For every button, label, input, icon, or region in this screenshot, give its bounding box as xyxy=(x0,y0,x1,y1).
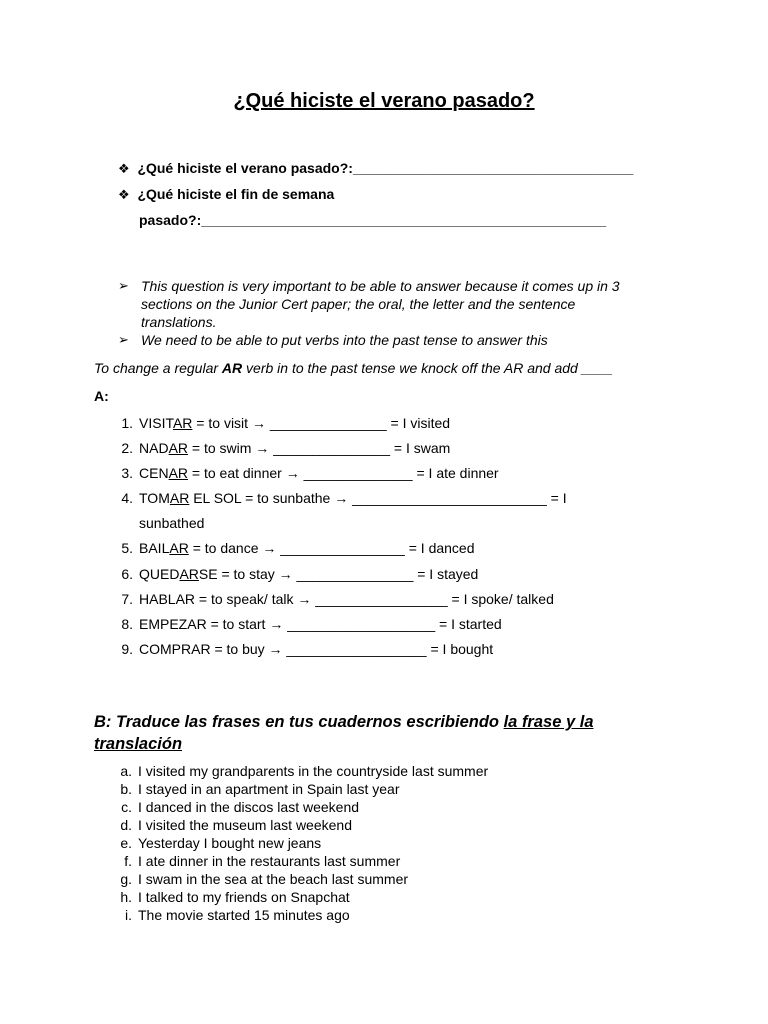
note-line-4: We need to be able to put verbs into the past tense to answer this xyxy=(141,332,548,348)
verb-item: 2. NADAR = to swim → _______________ = I swam xyxy=(121,440,451,456)
verb-item-continuation: sunbathed xyxy=(139,515,205,531)
page-title: ¿Qué hiciste el verano pasado? xyxy=(233,90,535,112)
question-2-cont: pasado?:____________________________________________________ xyxy=(139,212,607,228)
diamond-bullet-icon: ❖ xyxy=(118,187,130,202)
verb-item: 5. BAILAR = to dance → ________________ = I danced xyxy=(121,540,475,556)
list-item: e. Yesterday I bought new jeans xyxy=(120,835,322,851)
list-item: i. The movie started 15 minutes ago xyxy=(125,907,350,923)
verb-item: 3. CENAR = to eat dinner → ______________ = I ate dinner xyxy=(121,465,499,481)
arrowhead-bullet-icon: ➢ xyxy=(118,278,129,293)
list-item: c. I danced in the discos last weekend xyxy=(121,799,360,815)
section-a-label: A: xyxy=(94,388,109,404)
rule-text: To change a regular AR verb in to the past tense we knock off the AR and add ____ xyxy=(94,360,613,376)
list-item: g. I swam in the sea at the beach last summer xyxy=(120,871,409,887)
arrowhead-bullet-icon: ➢ xyxy=(118,332,129,347)
section-b-heading-cont: translación xyxy=(94,735,183,753)
diamond-bullet-icon: ❖ xyxy=(118,161,130,176)
verb-item: 1. VISITAR = to visit → _______________ = I visited xyxy=(121,415,451,431)
verb-item: 8. EMPEZAR = to start → ___________________ = I started xyxy=(121,616,502,632)
verb-item: 9. COMPRAR = to buy → __________________ = I bought xyxy=(121,641,494,657)
verb-item: 7. HABLAR = to speak/ talk → _________________ = I spoke/ talked xyxy=(121,591,554,607)
list-item: d. I visited the museum last weekend xyxy=(120,817,352,833)
note-line-3: translations. xyxy=(141,314,217,330)
question-2 xyxy=(118,186,334,203)
list-item: h. I talked to my friends on Snapchat xyxy=(120,889,350,905)
list-item: f. I ate dinner in the restaurants last summer xyxy=(124,853,401,869)
section-b-heading: B: Traduce las frases en tus cuadernos escribiendo la frase y la xyxy=(94,713,594,731)
list-item: b. I stayed in an apartment in Spain last year xyxy=(120,781,400,797)
note-line-2: sections on the Junior Cert paper; the oral, the letter and the sentence xyxy=(141,296,576,312)
verb-item: 6. QUEDARSE = to stay → _______________ = I stayed xyxy=(121,566,479,582)
question-2-blank: ____________________________________________________ xyxy=(201,212,607,228)
question-1-blank: ____________________________________ xyxy=(352,160,634,176)
question-1-text: ¿Qué hiciste el verano pasado?: xyxy=(137,160,353,176)
verb-item: 4. TOMAR EL SOL = to sunbathe → _________________________ = I xyxy=(121,490,567,506)
note-line-1: This question is very important to be able to answer because it comes up in 3 xyxy=(141,278,620,294)
question-1 xyxy=(118,160,633,177)
question-2-text: ¿Qué hiciste el fin de semana xyxy=(137,186,335,202)
list-item: a. I visited my grandparents in the countryside last summer xyxy=(120,763,489,779)
